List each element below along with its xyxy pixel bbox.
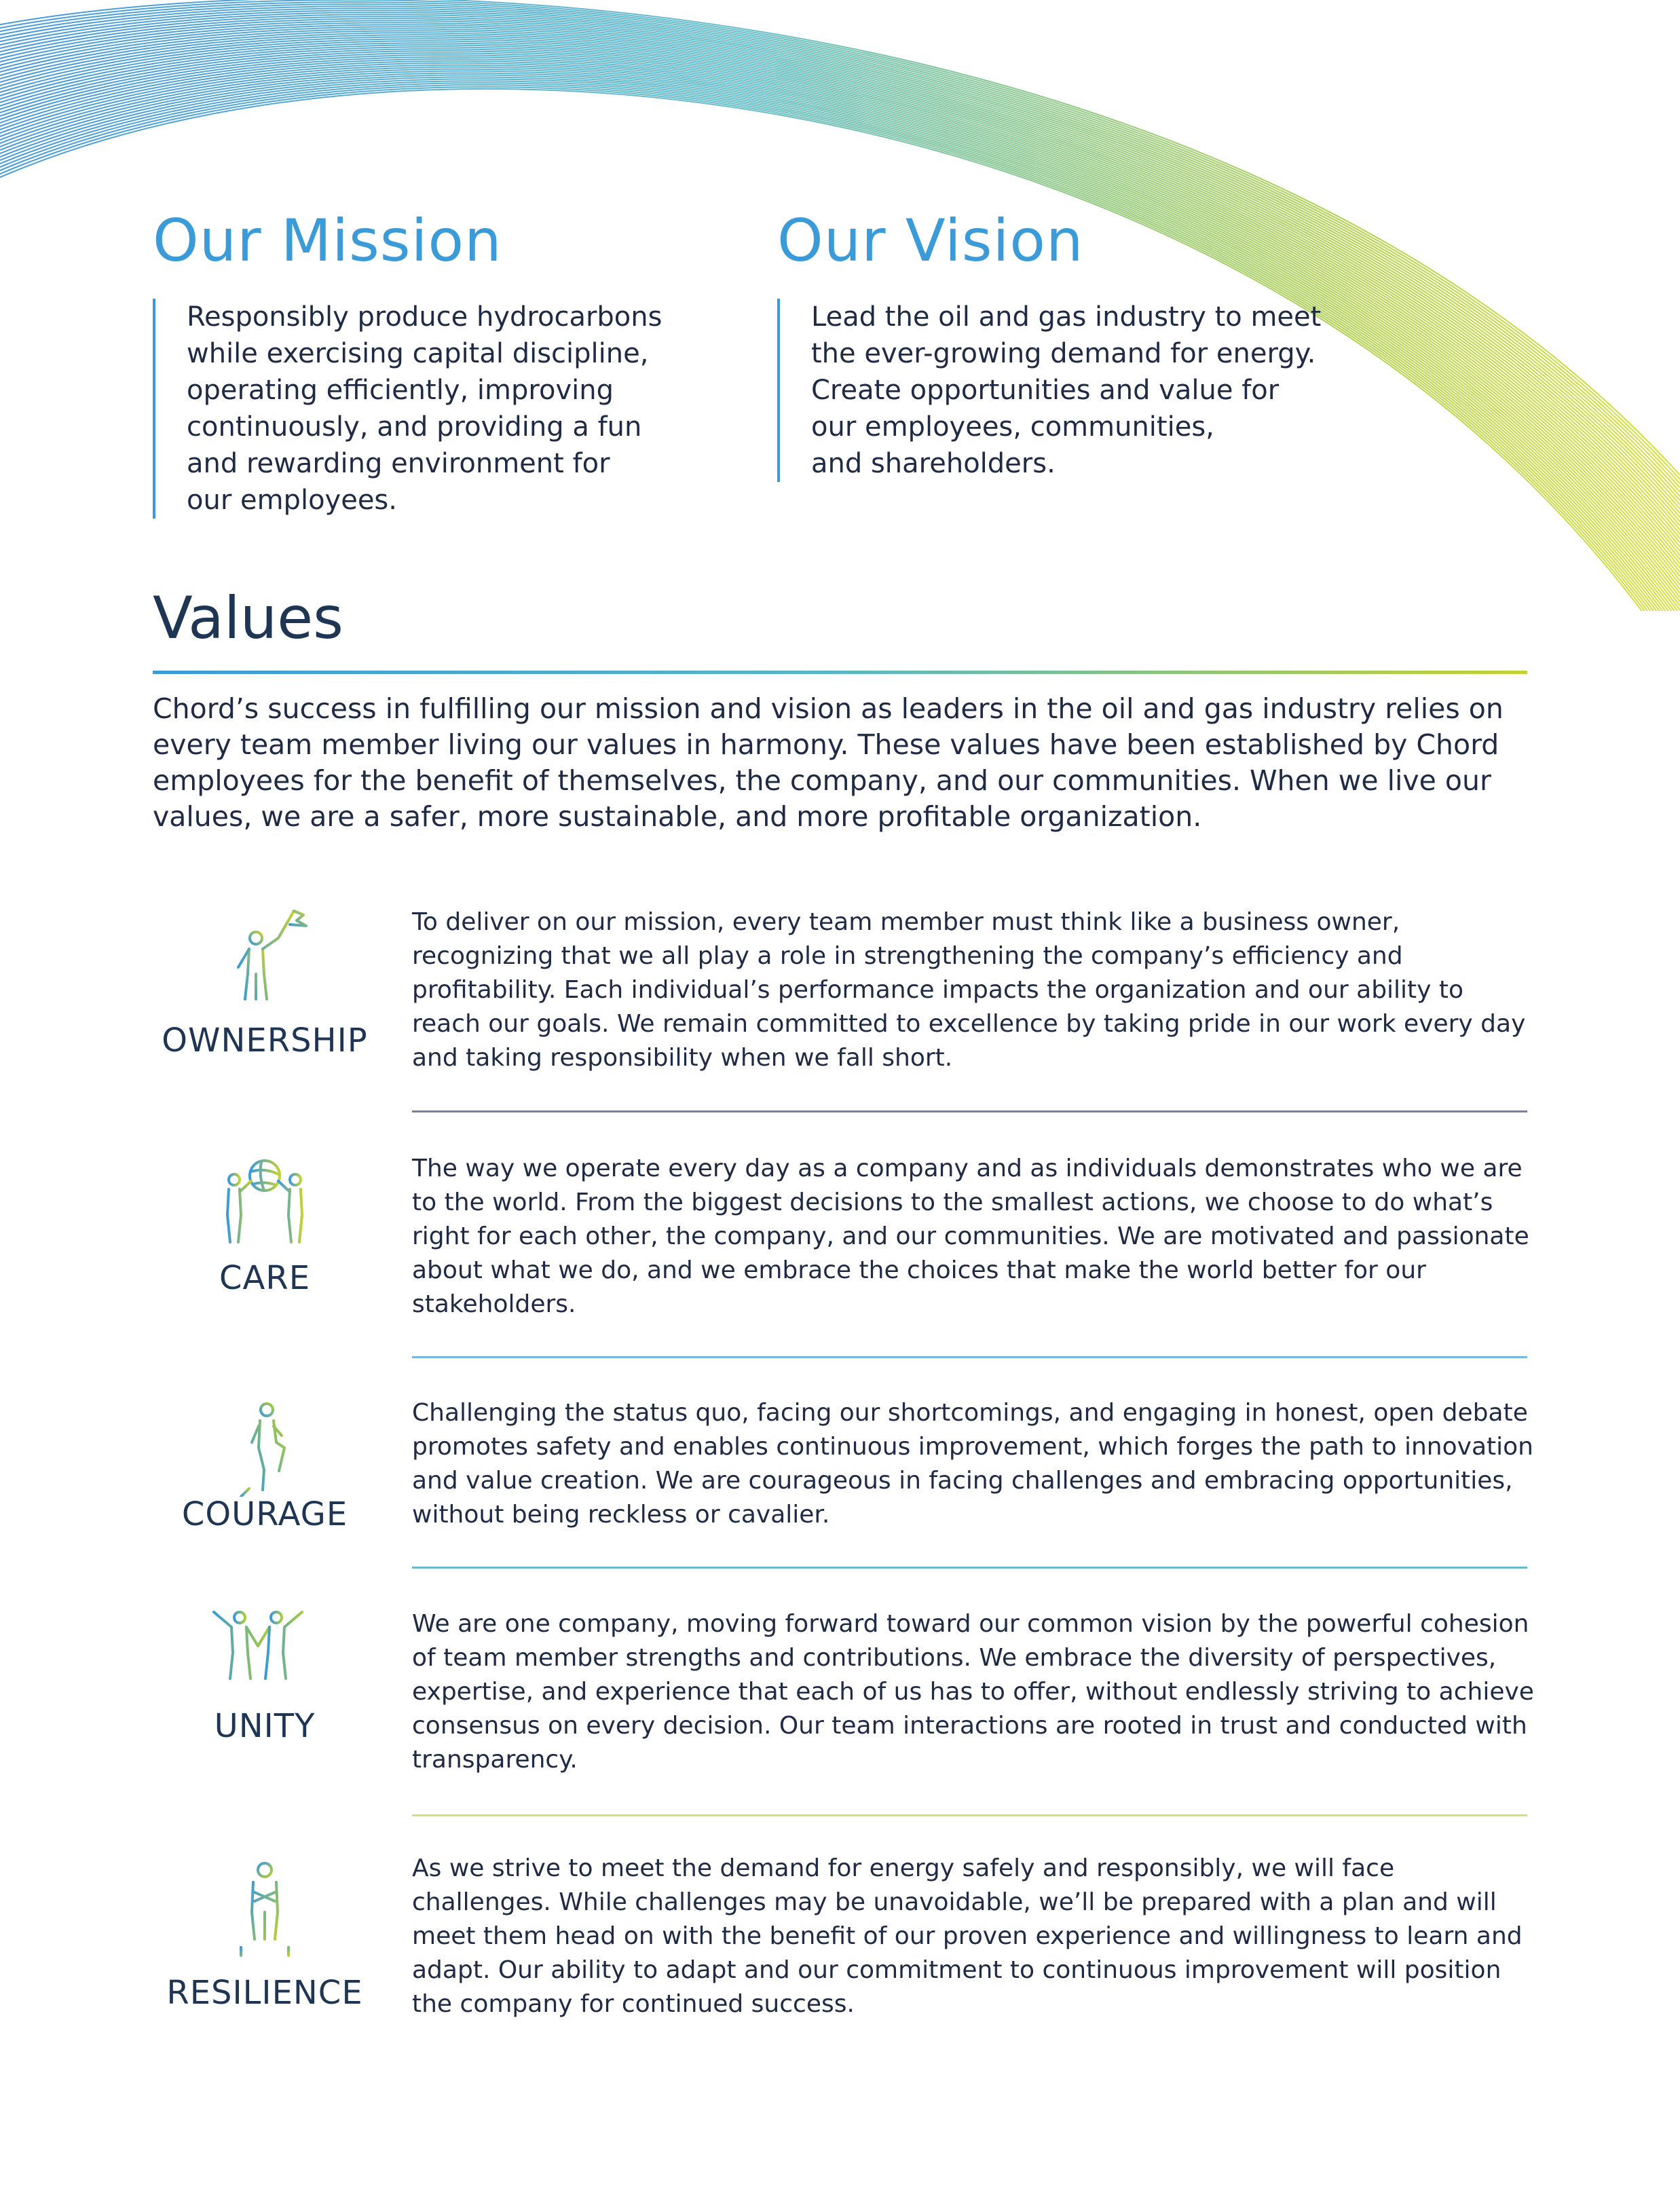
values-title: Values xyxy=(153,584,343,652)
value-divider xyxy=(412,1814,1527,1816)
flag-person-icon xyxy=(214,903,316,1005)
values-intro: Chord’s success in fulfilling our mission and vision as leaders in the oil and gas industry relies on every team member living our values in harmony. These values have been established by Chord employees for the benefit of themselves, the company, and our communities. When we live our values, we are a safer, more sustainable, and more profitable organization. xyxy=(153,692,1504,833)
value-text-unity: We are one company, moving forward toward our common vision by the powerful cohesion of team member strengths and contributions. We embrace the diversity of perspectives, expertise, and experience that each of us has to offer, without endlessly striving to achieve consensus on every decision. Our team interactions are rooted in trust and conducted with transparency. xyxy=(412,1610,1534,1774)
vision-line: the ever-growing demand for energy. xyxy=(811,338,1316,369)
value-text-care: The way we operate every day as a company and as individuals demonstrates who we are to the world. From the biggest decisions to the smallest actions, we choose to do what’s right for each other, the company, and our communities. We are motivated and passionate about what we do, and we embrace the choices that make the world better for our stakeholders. xyxy=(412,1155,1529,1318)
value-text-resilience: As we strive to meet the demand for energy safely and responsibly, we will face challenges. While challenges may be unavoidable, we’ll be prepared with a plan and will meet them head on with the benefit of our proven experience and willingness to learn and adapt. Our ability to adapt and our commitment to continuous improvement will position the company for continued success. xyxy=(412,1854,1523,2018)
mission-line: and rewarding environment for xyxy=(187,448,610,479)
person-arms-crossed-icon xyxy=(214,1856,316,1958)
vision-statement xyxy=(777,299,1422,482)
people-holding-globe-icon xyxy=(214,1147,316,1249)
value-divider xyxy=(412,1567,1527,1569)
value-divider xyxy=(412,1356,1527,1358)
mission-statement xyxy=(153,299,764,519)
value-name-ownership: OWNERSHIP xyxy=(162,1022,368,1060)
value-text-courage: Challenging the status quo, facing our shortcomings, and engaging in honest, open debate promotes safety and enables continuous improvement, which forges the path to innovation and value creation. We are courageous in facing challenges and embracing opportunities, without being reckless or cavalier. xyxy=(412,1399,1533,1529)
mission-line: Responsibly produce hydrocarbons xyxy=(187,301,662,333)
two-people-united-icon xyxy=(207,1598,309,1700)
vision-line: our employees, communities, xyxy=(811,411,1214,443)
mission-title: Our Mission xyxy=(153,207,502,275)
value-name-resilience: RESILIENCE xyxy=(166,1974,363,2012)
vision-title: Our Vision xyxy=(777,207,1084,275)
value-name-courage: COURAGE xyxy=(181,1495,348,1533)
value-text-ownership: To deliver on our mission, every team member must think like a business owner, recognizing that we all play a role in strengthening the company’s efficiency and profitability. Each individual’s performance impacts the organization and our ability to reach our goals. We remain committed to excellence by taking pride in our work every day and taking responsibility when we fall short. xyxy=(412,908,1526,1072)
value-name-care: CARE xyxy=(219,1259,311,1297)
mission-line: our employees. xyxy=(187,485,397,516)
value-name-unity: UNITY xyxy=(214,1707,316,1745)
mission-line: operating efficiently, improving xyxy=(187,375,614,406)
mission-line: while exercising capital discipline, xyxy=(187,338,649,369)
vision-line: and shareholders. xyxy=(811,448,1056,479)
mission-line: continuously, and providing a fun xyxy=(187,411,642,443)
values-divider xyxy=(153,671,1527,674)
vision-line: Lead the oil and gas industry to meet xyxy=(811,301,1322,333)
vision-line: Create opportunities and value for xyxy=(811,375,1280,406)
person-stepping-icon xyxy=(214,1395,316,1497)
value-divider xyxy=(412,1110,1527,1112)
